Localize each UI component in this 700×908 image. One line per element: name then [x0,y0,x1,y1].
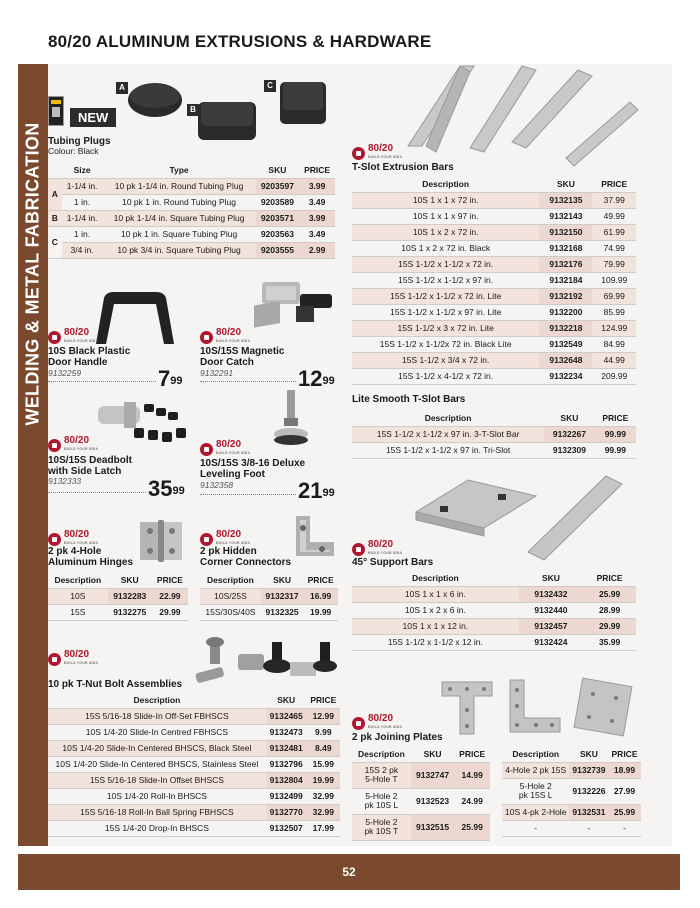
table-cell: 3.49 [299,226,335,242]
tnut-table [48,692,340,837]
letter-b-label: B [187,104,199,116]
table-cell: 85.99 [592,304,636,320]
product-price: $21^{99}$ [298,478,335,503]
table-cell: 15S 1-1/2 x 1-1/2 x 97 in. Tri-Slot [352,442,544,458]
table-cell: 10S 1 x 1 x 6 in. [352,586,519,602]
table-cell: 84.99 [592,336,636,352]
table-cell: 10S 4-pk 2-Hole [502,804,569,820]
table-row [502,778,641,804]
tubing-plugs-title: Tubing Plugs [48,136,111,147]
table-cell: 209.99 [592,368,636,384]
connectors-table [200,572,338,621]
table-cell: 37.99 [592,192,636,208]
table-cell: 10 pk 1 in. Round Tubing Plug [103,194,256,210]
table-cell: 10 pk 1-1/4 in. Round Tubing Plug [103,178,256,194]
page-title: 80/20 ALUMINUM EXTRUSIONS & HARDWARE [48,32,432,51]
leader-dots [48,381,156,382]
table-row [352,634,636,650]
table-cell: 25.99 [454,814,490,840]
table-row [352,272,636,288]
letter-a-label: A [116,82,128,94]
table-cell: 9132267 [544,426,595,442]
sidebar-label: WELDING & METAL FABRICATION [22,122,43,426]
table-cell: 15S 1-1/2 x 1-1/2 x 97 in. [352,272,539,288]
table-cell: 61.99 [592,224,636,240]
column-header: SKU [411,746,455,762]
deadbolt-image [94,398,190,454]
table-cell: 15S 1-1/2 x 1-1/2 x 12 in. [352,634,519,650]
product-sku: 9132358 [200,480,234,490]
brand-logo-connectors: 80/20 BUILD YOUR IDEA [200,530,250,548]
joining-table-left [352,746,490,841]
table-row [48,226,335,242]
table-row [48,772,340,788]
table-cell: 99.99 [595,426,636,442]
table-row [352,442,636,458]
table-cell: 9132507 [266,820,307,836]
table-cell: 10S 1 x 2 x 6 in. [352,602,519,618]
table-cell: 10S 1 x 1 x 97 in. [352,208,539,224]
table-cell: 9132531 [569,804,608,820]
column-header: SKU [539,176,592,192]
column-header: Description [48,572,108,588]
table-cell: 16.99 [303,588,338,604]
table-cell: 9132499 [266,788,307,804]
table-row [48,242,335,258]
table-cell: 28.99 [583,602,636,618]
table-cell: 15S [48,604,108,620]
table-row [200,604,338,620]
table-cell: 10S 1 x 2 x 72 in. Black [352,240,539,256]
tubing-plugs-colour: Colour: Black [48,146,99,156]
letter-c-label: C [264,80,276,92]
table-cell: 69.99 [592,288,636,304]
table-cell: 9132200 [539,304,592,320]
table-cell: 15S 5/16-18 Roll-In Ball Spring FBHSCS [48,804,266,820]
table-row [48,178,335,194]
col-size: Size [62,162,103,178]
table-cell: 9132184 [539,272,592,288]
table-row [352,618,636,634]
table-row [352,602,636,618]
table-cell: A [48,178,62,210]
table-cell: C [48,226,62,258]
table-cell: 74.99 [592,240,636,256]
table-cell: 4-Hole 2 pk 15S [502,762,569,778]
table-row [352,814,490,840]
table-row [352,288,636,304]
table-cell: 15S 2 pk 5-Hole T [352,762,411,788]
table-row [352,224,636,240]
table-cell: 9203589 [256,194,300,210]
table-cell: 9203571 [256,210,300,226]
table-row [352,240,636,256]
leader-dots [200,381,296,382]
door-handle-image [92,290,178,348]
litesmooth-title: Lite Smooth T-Slot Bars [352,394,466,405]
table-cell: B [48,210,62,226]
brand-logo-tnut: 80/20 BUILD YOUR IDEA [48,650,98,668]
section-sidebar [18,64,48,846]
hinges-table [48,572,188,621]
column-header: Description [200,572,261,588]
table-cell: 9132192 [539,288,592,304]
table-cell: 10S 1 x 2 x 72 in. [352,224,539,240]
table-cell: 3.99 [299,210,335,226]
table-cell: 32.99 [307,788,340,804]
table-cell: 44.99 [592,352,636,368]
table-cell: 15S 1-1/2 x 1-1/2 x 97 in. 3-T-Slot Bar [352,426,544,442]
table-row [352,336,636,352]
table-row [48,708,340,724]
product-title: 10S Black Plastic Door Handle [48,346,131,368]
table-cell: 27.99 [609,778,641,804]
support-bars-image [410,472,632,564]
column-header: Description [352,410,544,426]
table-cell: 8.49 [307,740,340,756]
new-badge: NEW [70,108,116,127]
col-type: Type [103,162,256,178]
column-header: SKU [569,746,608,762]
table-cell: 9132176 [539,256,592,272]
support-table [352,570,636,651]
table-cell: 1-1/4 in. [62,210,103,226]
table-cell: 1 in. [62,194,103,210]
brand-logo-joining: 80/20 BUILD YOUR IDEA [352,714,402,732]
column-header: SKU [544,410,595,426]
table-row [352,586,636,602]
table-row [502,820,641,836]
table-row [352,426,636,442]
table-cell: 9132481 [266,740,307,756]
table-row [352,192,636,208]
table-row [352,304,636,320]
joining-plates-image [438,676,638,738]
product-price: $12^{99}$ [298,366,335,391]
column-header: PRICE [583,570,636,586]
table-row [48,820,340,836]
joining-table-right [502,746,641,837]
table-cell: 15S 1-1/2 x 3/4 x 72 in. [352,352,539,368]
brand-logo-handle: 80/20 BUILD YOUR IDEA [48,328,98,346]
table-cell: 10 pk 1 in. Square Tubing Plug [103,226,256,242]
table-cell: 15.99 [307,756,340,772]
table-cell: 22.99 [152,588,188,604]
column-header: PRICE [592,176,636,192]
table-row [48,724,340,740]
product-title: 10S/15S 3/8-16 Deluxe Leveling Foot [200,458,306,480]
table-cell: 3.49 [299,194,335,210]
table-cell: 18.99 [609,762,641,778]
table-row [352,320,636,336]
table-cell: 9132523 [411,788,455,814]
table-row [48,740,340,756]
table-cell: 9203555 [256,242,300,258]
table-row [502,804,641,820]
table-cell: 15S/30S/40S [200,604,261,620]
table-cell: 15S 5/16-18 Slide-In Offset BHSCS [48,772,266,788]
table-cell: 24.99 [454,788,490,814]
table-cell: 5-Hole 2 pk 10S T [352,814,411,840]
leveling-foot-image [272,388,312,446]
table-cell: 5-Hole 2 pk 10S L [352,788,411,814]
table-cell: 17.99 [307,820,340,836]
table-cell: 12.99 [307,708,340,724]
table-row [48,604,188,620]
table-cell: 10S 1/4-20 Slide-In Centered BHSCS, Black Steel [48,740,266,756]
table-cell: - [609,820,641,836]
table-cell: 9132275 [108,604,152,620]
table-cell: 10S/25S [200,588,261,604]
table-cell: 19.99 [307,772,340,788]
column-header: Description [352,746,411,762]
brand-logo-foot: 80/20 BUILD YOUR IDEA [200,440,250,458]
joining-title: 2 pk Joining Plates [352,732,443,743]
table-cell: 25.99 [609,804,641,820]
table-cell: 9132739 [569,762,608,778]
table-cell: 9132432 [519,586,584,602]
table-cell: 9132549 [539,336,592,352]
table-cell: 10S 1/4-20 Slide-In Centred FBHSCS [48,724,266,740]
table-cell: 9132465 [266,708,307,724]
table-cell: 35.99 [583,634,636,650]
column-header: PRICE [454,746,490,762]
table-cell: 9203597 [256,178,300,194]
table-cell: 15S 5/16-18 Slide-In Off-Set FBHSCS [48,708,266,724]
hinge-image [136,516,188,564]
column-header: PRICE [303,572,338,588]
column-header: SKU [261,572,303,588]
tnut-title: 10 pk T-Nut Bolt Assemblies [48,679,183,690]
corner-connector-image [290,512,338,564]
table-row [352,208,636,224]
table-cell: 9132770 [266,804,307,820]
column-header: SKU [108,572,152,588]
table-cell: 9132648 [539,352,592,368]
table-row [502,762,641,778]
product-title: 2 pk 4-Hole Aluminum Hinges [48,546,134,568]
table-cell: 9132150 [539,224,592,240]
table-row [48,210,335,226]
table-cell: 2.99 [299,242,335,258]
column-header: PRICE [595,410,636,426]
table-cell: 9132143 [539,208,592,224]
column-header: PRICE [609,746,641,762]
table-cell: 49.99 [592,208,636,224]
table-cell: 19.99 [303,604,338,620]
table-cell: 9132515 [411,814,455,840]
brand-logo-catch: 80/20 BUILD YOUR IDEA [200,328,250,346]
table-row [352,788,490,814]
table-cell: - [502,820,569,836]
table-cell: 9132747 [411,762,455,788]
product-price: $35^{99}$ [148,476,185,501]
table-cell: 15S 1-1/2 x 1-1/2x 72 in. Black Lite [352,336,539,352]
col-sku: SKU [256,162,300,178]
product-title: 2 pk Hidden Corner Connectors [200,546,292,568]
table-cell: 15S 1-1/2 x 1-1/2 x 97 in. Lite [352,304,539,320]
page-footer [18,854,680,890]
table-cell: 9132234 [539,368,592,384]
page-number: 52 [342,865,356,879]
product-title: 10S/15S Magnetic Door Catch [200,346,285,368]
table-cell: 79.99 [592,256,636,272]
table-cell: 5-Hole 2 pk 15S L [502,778,569,804]
table-cell: 29.99 [152,604,188,620]
product-price: $7^{99}$ [158,366,183,391]
table-cell: 9132424 [519,634,584,650]
table-row [352,762,490,788]
table-cell: 15S 1-1/2 x 1-1/2 x 72 in. [352,256,539,272]
brand-logo-deadbolt: 80/20 BUILD YOUR IDEA [48,436,98,454]
door-catch-image [252,276,336,332]
table-cell: 9132804 [266,772,307,788]
brand-logo-support: 80/20 BUILD YOUR IDEA [352,540,402,558]
column-header: SKU [519,570,584,586]
table-row [352,352,636,368]
col-price: PRICE [299,162,335,178]
table-row [200,588,338,604]
table-cell: 9132283 [108,588,152,604]
leader-dots [48,492,146,493]
tslot-title: T-Slot Extrusion Bars [352,162,454,173]
table-row [48,788,340,804]
tslot-table [352,176,636,385]
tubing-plugs-image [128,80,328,142]
table-cell: 10S 1 x 1 x 72 in. [352,192,539,208]
tubing-plugs-table [48,162,335,259]
table-cell: 32.99 [307,804,340,820]
column-header: PRICE [152,572,188,588]
t-slot-bars-image [404,62,640,168]
table-cell: 9132440 [519,602,584,618]
table-cell: 9132135 [539,192,592,208]
table-row [48,756,340,772]
table-cell: 109.99 [592,272,636,288]
table-cell: 1-1/4 in. [62,178,103,194]
product-sku: 9132259 [48,368,82,378]
table-row [48,804,340,820]
table-cell: 10S [48,588,108,604]
table-cell: 10 pk 3/4 in. Square Tubing Plug [103,242,256,258]
litesmooth-table [352,410,636,459]
table-cell: 15S 1-1/2 x 4-1/2 x 72 in. [352,368,539,384]
table-cell: 10S 1 x 1 x 12 in. [352,618,519,634]
product-sku: 9132333 [48,476,82,486]
column-header: Description [48,692,266,708]
table-cell: 15S 1/4-20 Drop-In BHSCS [48,820,266,836]
table-row [48,194,335,210]
column-header: Description [352,176,539,192]
table-cell: 9132218 [539,320,592,336]
table-cell: 9132796 [266,756,307,772]
table-cell: 15S 1-1/2 x 3 x 72 in. Lite [352,320,539,336]
column-header: Description [352,570,519,586]
column-header: SKU [266,692,307,708]
table-cell: 9132457 [519,618,584,634]
column-header: PRICE [307,692,340,708]
table-cell: 15S 1-1/2 x 1-1/2 x 72 in. Lite [352,288,539,304]
t-nut-bolts-image [190,636,340,692]
table-cell: 9203563 [256,226,300,242]
table-cell: 3/4 in. [62,242,103,258]
leader-dots [200,494,296,495]
column-header [48,162,62,178]
table-cell: 10S 1/4-20 Roll-In BHSCS [48,788,266,804]
table-cell: 99.99 [595,442,636,458]
table-cell: 10 pk 1-1/4 in. Square Tubing Plug [103,210,256,226]
table-cell: - [569,820,608,836]
table-row [48,588,188,604]
table-row [352,256,636,272]
product-sku: 9132291 [200,368,234,378]
table-cell: 10S 1/4-20 Slide-In Centered BHSCS, Stainless Steel [48,756,266,772]
table-cell: 9132317 [261,588,303,604]
table-cell: 3.99 [299,178,335,194]
table-row [352,368,636,384]
table-cell: 1 in. [62,226,103,242]
table-cell: 9132325 [261,604,303,620]
table-cell: 124.99 [592,320,636,336]
support-title: 45° Support Bars [352,557,434,568]
brand-logo-hinges: 80/20 BUILD YOUR IDEA [48,530,98,548]
column-header: Description [502,746,569,762]
product-title: 10S/15S Deadbolt with Side Latch [48,455,132,477]
table-cell: 9132168 [539,240,592,256]
table-cell: 25.99 [583,586,636,602]
table-cell: 9132309 [544,442,595,458]
brand-logo-tslot: 80/20 BUILD YOUR IDEA [352,144,402,162]
table-cell: 29.99 [583,618,636,634]
table-cell: 9132226 [569,778,608,804]
power-fist-logo [48,96,64,126]
table-cell: 9132473 [266,724,307,740]
table-cell: 9.99 [307,724,340,740]
table-cell: 14.99 [454,762,490,788]
